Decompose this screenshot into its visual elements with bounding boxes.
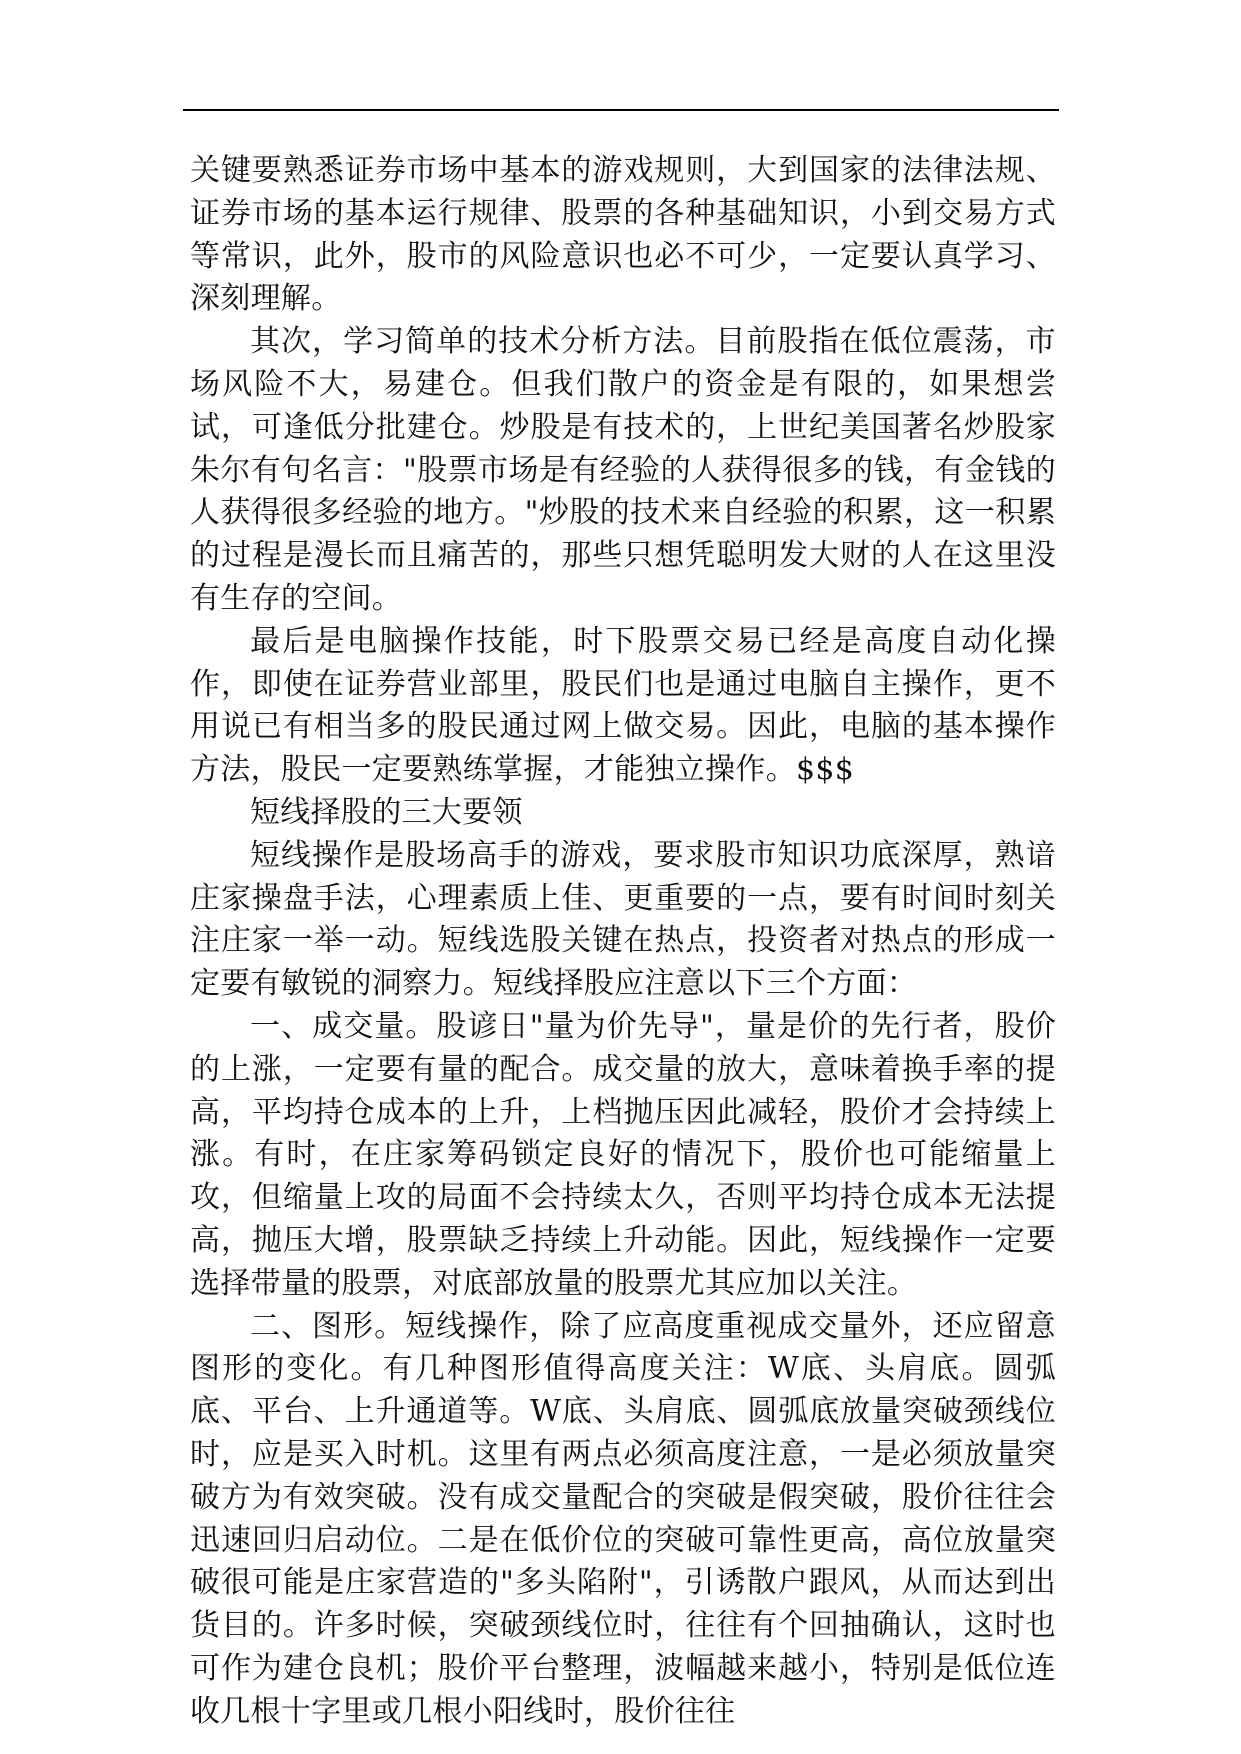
paragraph-continuation: 关键要熟悉证券市场中基本的游戏规则，大到国家的法律法规、证券市场的基本运行规律、股票的各种基础知识，小到交易方式等常识，此外，股市的风险意识也必不可少，一定要认真学习、深刻理解。 bbox=[190, 153, 1056, 317]
paragraph-patterns: 二、图形。短线操作，除了应高度重视成交量外，还应留意图形的变化。有几种图形值得高度关注：W底、头肩底。圆弧底、平台、上升通道等。W底、头肩底、圆弧底放量突破颈线位时，应是买入时机。这里有两点必须高度注意，一是必须放量突破方为有效突破。没有成交量配合的突破是假突破，股价往往会迅速回归启动位。二是在低价位的突破可靠性更高，高位放量突破很可能是庄家营造的"多头陷附"，引诱散户跟风，从而达到出货目的。许多时候，突破颈线位时，往往有个回抽确认，这时也可作为建仓良机；股价平台整理，波幅越来越小，特别是低位连收几根十字里或几根小阳线时，股价往往 bbox=[190, 1308, 1056, 1729]
paragraph-volume: 一、成交量。股谚日"量为价先导"，量是价的先行者，股价的上涨，一定要有量的配合。成交量的放大，意味着换手率的提高，平均持仓成本的上升，上档抛压因此减轻，股价才会持续上涨。有时，在庄家筹码锁定良好的情况下，股价也可能缩量上攻，但缩量上攻的局面不会持续太久，否则平均持仓成本无法提高，抛压大增，股票缺乏持续上升动能。因此，短线操作一定要选择带量的股票，对底部放量的股票尤其应加以关注。 bbox=[190, 1008, 1056, 1301]
paragraph-computer-skills: 最后是电脑操作技能，时下股票交易已经是高度自动化操作，即使在证券营业部里，股民们也是通过电脑自主操作，更不用说已有相当多的股民通过网上做交易。因此，电脑的基本操作方法，股民一定要熟练掌握，才能独立操作。$$$ bbox=[190, 623, 1056, 788]
paragraph-short-term-intro: 短线操作是股场高手的游戏，要求股市知识功底深厚，熟谙庄家操盘手法，心理素质上佳、更重要的一点，要有时间时刻关注庄家一举一动。短线选股关键在热点，投资者对热点的形成一定要有敏锐的洞察力。短线择股应注意以下三个方面： bbox=[190, 837, 1056, 1002]
section-heading: 短线择股的三大要领 bbox=[250, 794, 523, 830]
header-rule bbox=[183, 109, 1059, 111]
paragraph-technical-analysis: 其次，学习简单的技术分析方法。目前股指在低位震荡，市场风险不大，易建仓。但我们散户的资金是有限的，如果想尝试，可逢低分批建仓。炒股是有技术的，上世纪美国著名炒股家朱尔有句名言："股票市场是有经验的人获得很多的钱，有金钱的人获得很多经验的地方。"炒股的技术来自经验的积累，这一积累的过程是漫长而且痛苦的，那些只想凭聪明发大财的人在这里没有生存的空间。 bbox=[190, 324, 1056, 616]
document-body bbox=[190, 150, 1056, 1733]
